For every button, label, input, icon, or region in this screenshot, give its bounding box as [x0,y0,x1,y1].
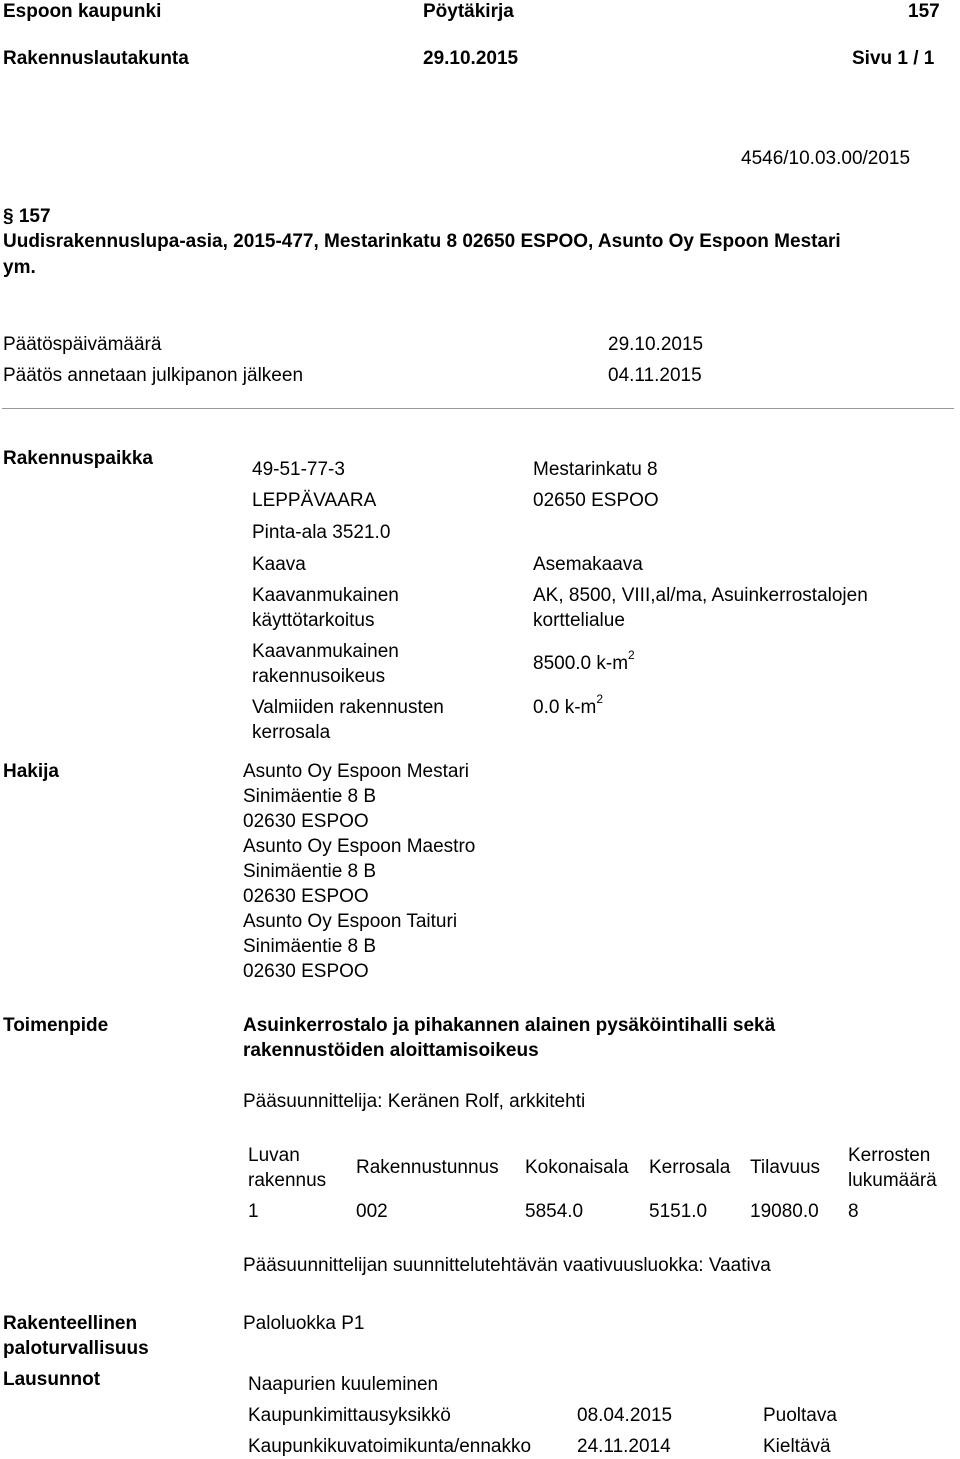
table-header-tunnus: Rakennustunnus [356,1157,499,1178]
table-header-tilavuus: Tilavuus [750,1157,821,1178]
statement-result: Puoltava [763,1405,837,1426]
organization-name: Espoon kaupunki [3,1,162,22]
section-number: 157 [18,206,51,227]
existing-label-1: Valmiiden rakennusten [252,697,444,718]
table-cell-tunnus: 002 [356,1201,388,1222]
use-value-2: korttelialue [533,610,625,631]
table-cell-kerrosala: 5151.0 [649,1201,708,1222]
building-right-value [533,648,635,676]
statement-result: Kieltävä [763,1436,831,1457]
use-label-2: käyttötarkoitus [252,610,375,631]
site-area: Pinta-ala 3521.0 [252,522,391,543]
section-title-line1: Uudisrakennuslupa-asia, 2015-477, Mestarinkatu 8 02650 ESPOO, Asunto Oy Espoon Mestari [3,231,841,252]
right-label-2: rakennusoikeus [252,666,386,687]
action-text-line2: rakennustöiden aloittamisoikeus [243,1040,539,1061]
existing-area-number: 0.0 k-m [533,697,597,718]
fire-label-1: Rakenteellinen [3,1313,138,1334]
table-header-kokonaisala: Kokonaisala [525,1157,629,1178]
superscript: 2 [596,692,604,706]
publish-date-value: 04.11.2015 [608,365,702,386]
table-header-luvan-1: Luvan [248,1145,300,1166]
table-cell-tilavuus: 19080.0 [750,1201,819,1222]
superscript: 2 [628,648,635,662]
existing-area-value [533,692,604,720]
publish-date-label: Päätös annetaan julkipanon jälkeen [3,365,304,386]
building-right-number: 8500.0 k-m [533,653,629,674]
action-label: Toimenpide [3,1015,109,1036]
right-label-1: Kaavanmukainen [252,641,399,662]
committee-name: Rakennuslautakunta [3,48,189,69]
table-header-kerrosten-2: lukumäärä [848,1170,937,1191]
table-cell-kerrosten: 8 [848,1201,859,1222]
statement-name: Kaupunkikuvatoimikunta/ennakko [248,1436,532,1457]
section-number-header: 157 [908,1,940,22]
site-postal: 02650 ESPOO [533,490,659,511]
table-header-kerrosala: Kerrosala [649,1157,731,1178]
applicant-line: 02630 ESPOO [243,886,369,907]
applicant-line: Sinimäentie 8 B [243,936,377,957]
use-value-1: AK, 8500, VIII,al/ma, Asuinkerrostalojen [533,585,868,606]
applicant-line: 02630 ESPOO [243,961,369,982]
statement-name: Kaupunkimittausyksikkö [248,1405,451,1426]
main-designer: Pääsuunnittelija: Keränen Rolf, arkkitehti [243,1091,586,1112]
statement-date: 08.04.2015 [577,1405,673,1426]
page-indicator: Sivu 1 / 1 [852,48,935,69]
property-id: 49-51-77-3 [252,459,345,480]
table-cell-kokonaisala: 5854.0 [525,1201,584,1222]
action-text-line1: Asuinkerrostalo ja pihakannen alainen pysäköintihalli sekä [243,1015,776,1036]
applicant-line: 02630 ESPOO [243,811,369,832]
section-title-line2: ym. [3,257,36,278]
meeting-date: 29.10.2015 [423,48,519,69]
applicant-label: Hakija [3,761,59,782]
applicant-line: Sinimäentie 8 B [243,786,377,807]
statement-date: 24.11.2014 [577,1436,671,1457]
decision-date-value: 29.10.2015 [608,334,704,355]
fire-class: Paloluokka P1 [243,1313,365,1334]
site-label: Rakennuspaikka [3,448,153,469]
document-type: Pöytäkirja [423,1,514,22]
case-number: 4546/10.03.00/2015 [741,148,911,169]
applicant-line: Asunto Oy Espoon Mestari [243,761,469,782]
site-street: Mestarinkatu 8 [533,459,658,480]
section-symbol: § [3,206,14,227]
statements-label: Lausunnot [3,1369,101,1390]
plan-label: Kaava [252,554,306,575]
existing-label-2: kerrosala [252,722,331,743]
applicant-line: Sinimäentie 8 B [243,861,377,882]
decision-date-label: Päätöspäivämäärä [3,334,162,355]
applicant-line: Asunto Oy Espoon Maestro [243,836,476,857]
table-header-kerrosten-1: Kerrosten [848,1145,931,1166]
use-label-1: Kaavanmukainen [252,585,399,606]
plan-value: Asemakaava [533,554,643,575]
applicant-line: Asunto Oy Espoon Taituri [243,911,458,932]
table-header-luvan-2: rakennus [248,1170,327,1191]
table-cell-luvan: 1 [248,1201,259,1222]
site-district: LEPPÄVAARA [252,490,377,511]
difficulty-class: Pääsuunnittelijan suunnittelutehtävän vaativuusluokka: Vaativa [243,1255,771,1276]
neighbour-hearing: Naapurien kuuleminen [248,1374,439,1395]
divider [2,408,954,409]
fire-label-2: paloturvallisuus [3,1338,149,1359]
section-heading [3,205,51,229]
